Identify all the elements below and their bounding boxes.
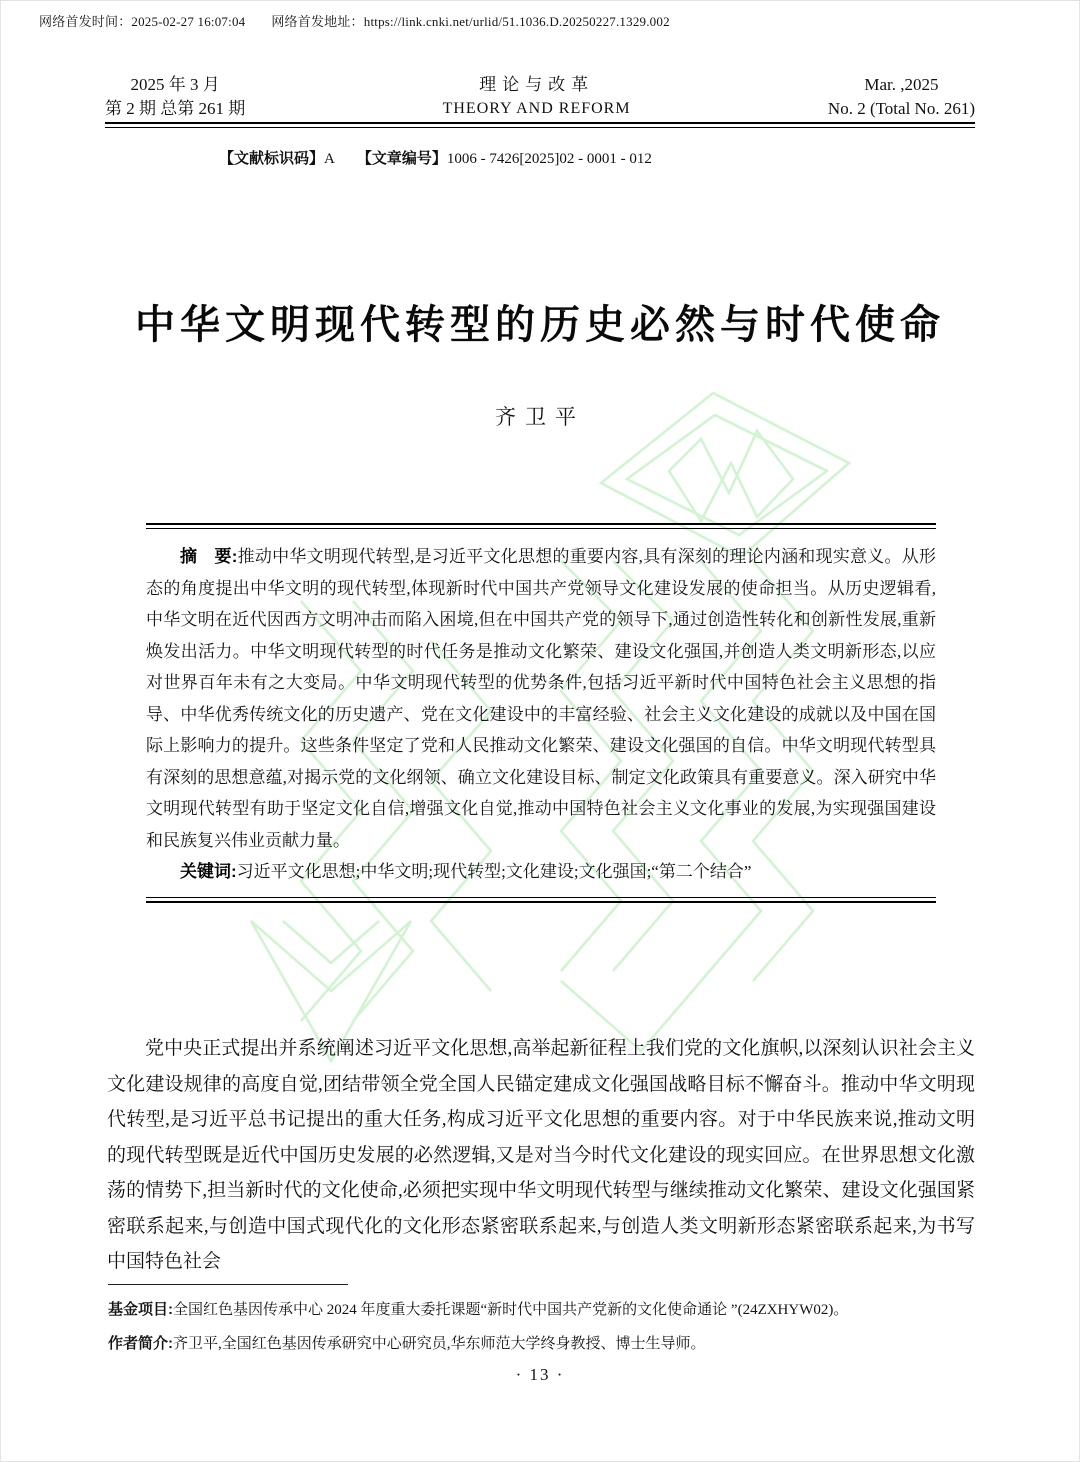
article-author: 齐卫平 xyxy=(495,405,585,429)
publish-time-value: 2025-02-27 16:07:04 xyxy=(131,14,246,29)
author-bio-text: 齐卫平,全国红色基因传承研究中心研究员,华东师范大学终身教授、博士生导师。 xyxy=(173,1336,706,1352)
footnote-divider xyxy=(108,1284,348,1285)
article-id-value: 1006 - 7426[2025]02 - 0001 - 012 xyxy=(446,151,652,167)
abstract-bottom-rule xyxy=(146,897,936,903)
article-title: 中华文明现代转型的历史必然与时代使命 xyxy=(135,301,945,347)
journal-number-cn: 第 2 期 总第 261 期 xyxy=(105,99,246,118)
publish-url-value: https://link.cnki.net/urlid/51.1036.D.20250227.1329.002 xyxy=(363,14,670,29)
fund-project-line xyxy=(108,1293,976,1327)
keywords-line xyxy=(146,856,936,888)
journal-issue-en xyxy=(828,73,975,121)
keywords-text: 习近平文化思想;中华文明;现代转型;文化建设;文化强国;“第二个结合” xyxy=(236,862,752,881)
publish-url-label: 网络首发地址： xyxy=(271,14,364,29)
abstract-label: 摘 要: xyxy=(180,547,238,566)
journal-issue-cn xyxy=(105,73,245,121)
author-bio-label: 作者简介: xyxy=(108,1335,173,1352)
online-first-meta xyxy=(39,11,670,30)
journal-date-cn: 2025 年 3 月 xyxy=(130,75,220,94)
abstract-block xyxy=(146,523,936,903)
body-paragraph: 党中央正式提出并系统阐述习近平文化思想,高举起新征程上我们党的文化旗帜,以深刻认识社会主义文化建设规律的高度自觉,团结带领全党全国人民锚定建成文化强国战略目标不懈奋斗。推动中华文明现代转型,是习近平总书记提出的重大任务,构成习近平文化思想的重要内容。对于中华民族来说,推动文明的现代转型既是近代中国历史发展的必然逻辑,又是对当今时代文化建设的现实回应。在世界思想文化激荡的情势下,担当新时代的文化使命,必须把实现中华文明现代转型与继续推动文化繁荣、建设文化强国紧密联系起来,与创造中国式现代化的文化形态紧密联系起来,与创造人类文明新形态紧密联系起来,为书写中国特色社会 xyxy=(107,1038,975,1272)
fund-project-label: 基金项目: xyxy=(108,1301,173,1318)
abstract-paragraph xyxy=(146,541,936,856)
doc-type-code-label: 【文献标识码】 xyxy=(219,150,325,167)
doc-type-code-value: A xyxy=(324,151,335,167)
article-id-label: 【文章编号】 xyxy=(356,150,447,167)
fund-project-text: 全国红色基因传承中心 2024 年度重大委托课题“新时代中国共产党新的文化使命通论 ”(24ZXHYW02)。 xyxy=(173,1302,849,1318)
header-double-rule xyxy=(105,122,975,128)
publish-time-label: 网络首发时间： xyxy=(39,14,132,29)
journal-header xyxy=(105,73,975,121)
journal-title-cn: 理论与改革 xyxy=(479,75,595,94)
abstract-top-rule xyxy=(146,523,936,529)
page-number: · 13 · xyxy=(515,1365,565,1384)
document-codes xyxy=(219,147,652,168)
journal-title-en: THEORY AND REFORM xyxy=(442,100,631,117)
journal-date-en: Mar. ,2025 xyxy=(864,75,939,94)
abstract-text: 推动中华文明现代转型,是习近平文化思想的重要内容,具有深刻的理论内涵和现实意义。从形态的角度提出中华文明的现代转型,体现新时代中国共产党领导文化建设发展的使命担当。从历史逻辑看,中华文明在近代因西方文明冲击而陷入困境,但在中国共产党的领导下,通过创造性转化和创新性发展,重新焕发出活力。中华文明现代转型的时代任务是推动文化繁荣、建设文化强国,并创造人类文明新形态,以应对世界百年未有之大变局。中华文明现代转型的优势条件,包括习近平新时代中国特色社会主义思想的指导、中华优秀传统文化的历史遗产、党在文化建设中的丰富经验、社会主义文化建设的成就以及中国在国际上影响力的提升。这些条件坚定了党和人民推动文化繁荣、建设文化强国的自信。中华文明现代转型具有深刻的思想意蕴,对揭示党的文化纲领、确立文化建设目标、制定文化政策具有重要意义。深入研究中华文明现代转型有助于坚定文化自信,增强文化自觉,推动中国特色社会主义文化事业的发展,为实现强国建设和民族复兴伟业贡献力量。 xyxy=(146,547,936,850)
footnotes xyxy=(108,1293,976,1361)
journal-title xyxy=(443,73,631,121)
journal-number-en: No. 2 (Total No. 261) xyxy=(827,99,975,118)
author-bio-line xyxy=(108,1327,976,1361)
keywords-label: 关键词: xyxy=(180,862,237,881)
